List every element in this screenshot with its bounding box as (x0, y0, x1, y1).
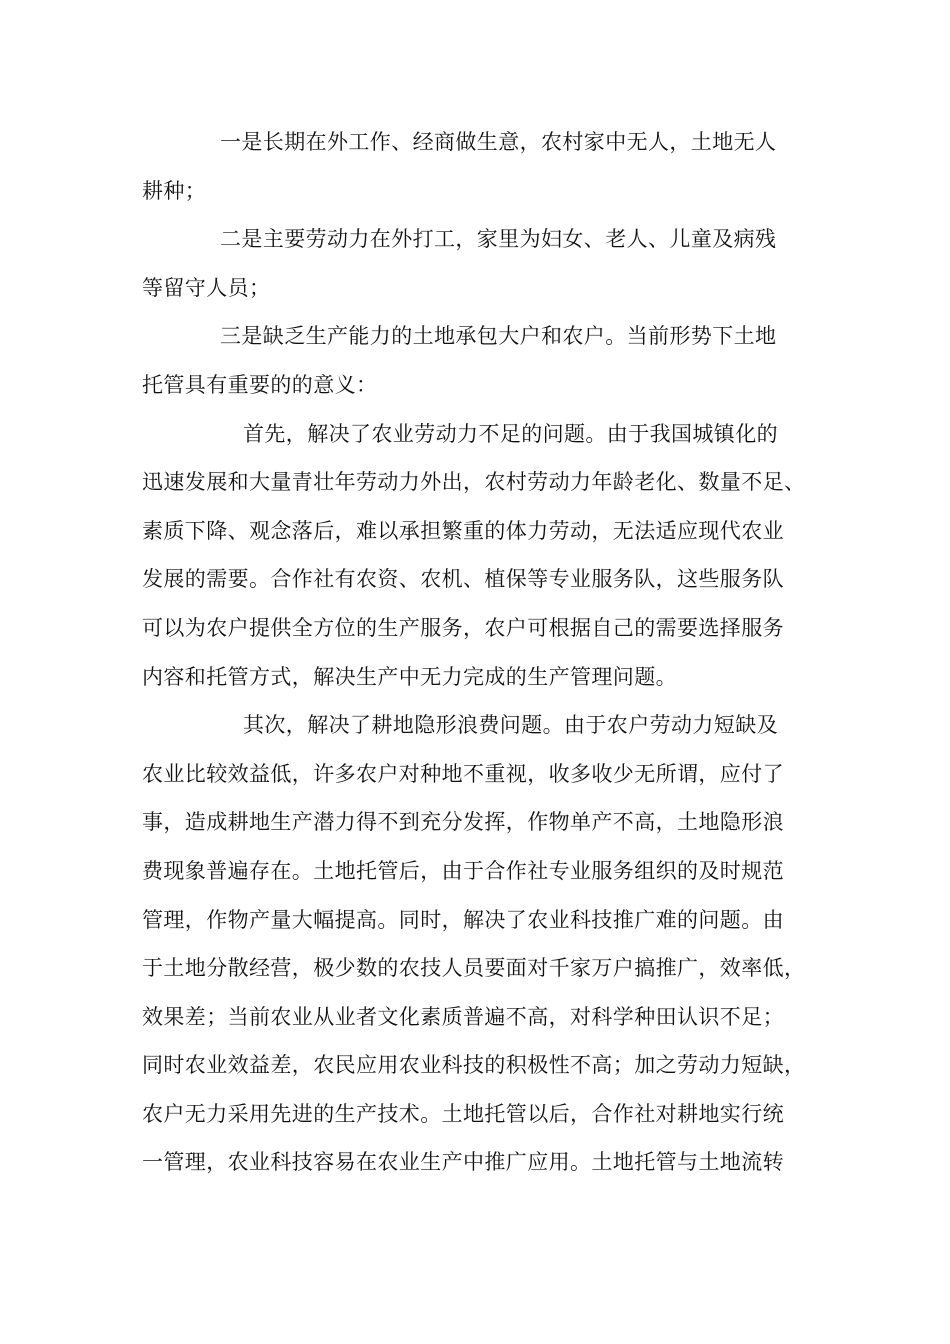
paragraph-3 (142, 312, 822, 409)
text-line: 农户无力采用先进的生产技术。土地托管以后，合作社对耕地实行统 (142, 1101, 784, 1126)
text-line: 二是主要劳动力在外打工，家里为妇女、老人、儿童及病残 (220, 227, 777, 252)
paragraph-4 (142, 410, 822, 702)
paragraph-5 (142, 701, 822, 1187)
text-line: 效果差；当前农业从业者文化素质普遍不高，对科学种田认识不足； (142, 1004, 784, 1029)
text-line: 农业比较效益低，许多农户对种地不重视，收多收少无所谓，应付了 (142, 761, 784, 786)
text-line: 管理，作物产量大幅提高。同时，解决了农业科技推广难的问题。由 (142, 907, 784, 932)
text-line: 发展的需要。合作社有农资、农机、植保等专业服务队，这些服务队 (142, 567, 784, 592)
text-line: 迅速发展和大量青壮年劳动力外出，农村劳动力年龄老化、数量不足、 (142, 470, 806, 495)
paragraph-1 (142, 118, 822, 215)
text-line: 同时农业效益差，农民应用农业科技的积极性不高；加之劳动力短缺， (142, 1053, 806, 1078)
text-line: 事，造成耕地生产潜力得不到充分发挥，作物单产不高，土地隐形浪 (142, 810, 784, 835)
text-line: 其次，解决了耕地隐形浪费问题。由于农户劳动力短缺及 (243, 713, 778, 738)
text-line: 托管具有重要的的意义： (142, 372, 378, 397)
text-line: 可以为农户提供全方位的生产服务，农户可根据自己的需要选择服务 (142, 615, 784, 640)
document-body (142, 118, 822, 1187)
text-line: 费现象普遍存在。土地托管后，由于合作社专业服务组织的及时规范 (142, 858, 784, 883)
text-line: 首先，解决了农业劳动力不足的问题。由于我国城镇化的 (243, 421, 778, 446)
paragraph-2 (142, 215, 822, 312)
text-line: 三是缺乏生产能力的土地承包大户和农户。当前形势下土地 (220, 324, 777, 349)
text-line: 等留守人员； (142, 275, 271, 300)
text-line: 内容和托管方式，解决生产中无力完成的生产管理问题。 (142, 664, 677, 689)
text-line: 于土地分散经营，极少数的农技人员要面对千家万户搞推广，效率低， (142, 956, 806, 981)
text-line: 一是长期在外工作、经商做生意，农村家中无人，土地无人 (220, 130, 777, 154)
text-line: 一管理，农业科技容易在农业生产中推广应用。土地托管与土地流转 (142, 1150, 784, 1175)
text-line: 耕种； (142, 178, 207, 203)
text-line: 素质下降、观念落后，难以承担繁重的体力劳动，无法适应现代农业 (142, 518, 784, 543)
